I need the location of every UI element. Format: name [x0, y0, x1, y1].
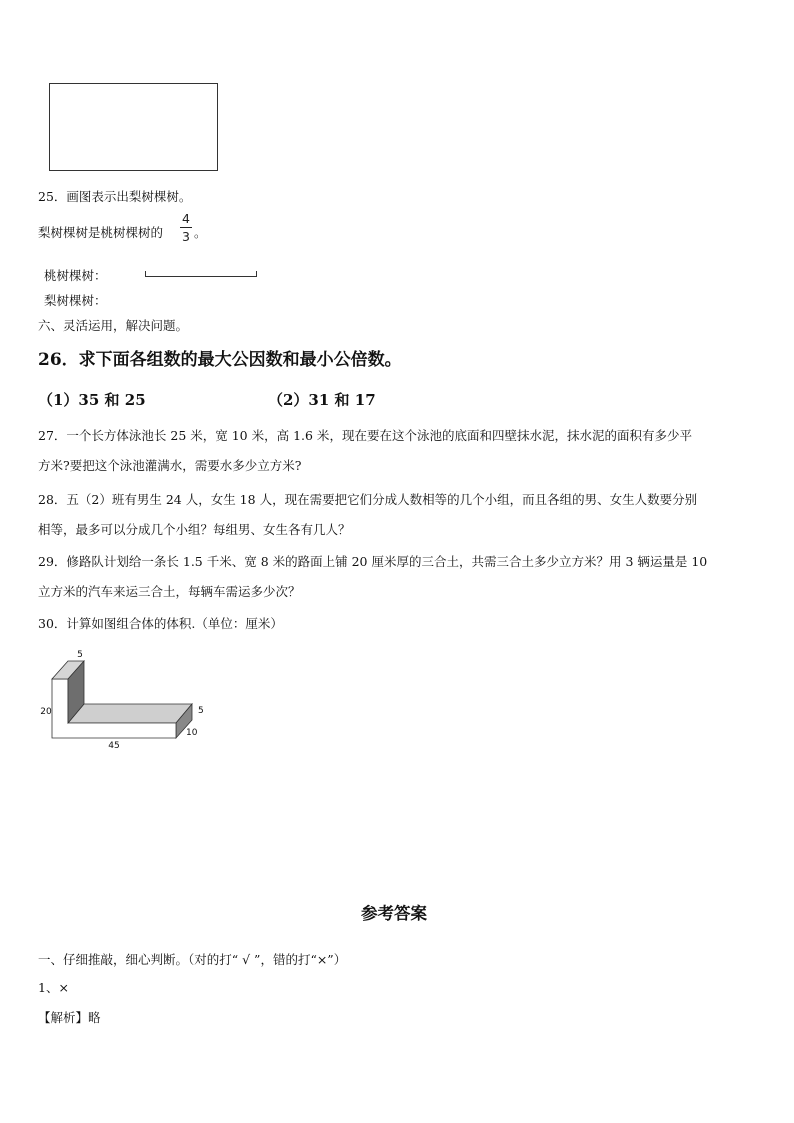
- fraction-bar: [180, 227, 192, 228]
- q25-title: 25．画图表示出梨树棵树。: [38, 189, 192, 204]
- answers-section1: 一、仔细推敲，细心判断。（对的打“ √ ”，错的打“×”）: [38, 952, 347, 967]
- q27-line2: 方米?要把这个泳池灌满水，需要水多少立方米?: [38, 458, 302, 473]
- q27-line1: 27．一个长方体泳池长 25 米，宽 10 米，高 1.6 米，现在要在这个泳池的底面和四壁抹水泥，抹水泥的面积有多少平: [38, 428, 692, 443]
- answer-analysis: 【解析】略: [38, 1010, 101, 1025]
- label-right-top: 5: [198, 706, 204, 716]
- q29-line2: 立方米的汽车来运三合土，每辆车需运多少次？: [38, 584, 301, 599]
- q29-line1: 29．修路队计划给一条长 1.5 千米、宽 8 米的路面上铺 20 厘米厚的三合土，共需三合土多少立方米？用 3 辆运量是 10: [38, 554, 708, 569]
- q26-part2: （2）31 和 17: [268, 391, 376, 409]
- q26-part1: （1）35 和 25: [38, 391, 146, 409]
- combined-solid-figure: [36, 646, 216, 754]
- q28-line1: 28．五（2）班有男生 24 人，女生 18 人，现在需要把它们分成人数相等的几个小组，而且各组的男、女生人数要分别: [38, 492, 698, 507]
- label-left: 20: [40, 707, 52, 717]
- peach-label: 桃树棵树：: [44, 268, 107, 283]
- drawing-box: [49, 83, 218, 171]
- q28-line2: 相等，最多可以分成几个小组？每组男、女生各有几人？: [38, 522, 351, 537]
- fraction-denominator: 3: [182, 229, 190, 244]
- fraction-numerator: 4: [182, 211, 190, 226]
- peach-segment-line: [145, 271, 257, 277]
- pear-label: 梨树棵树：: [44, 293, 107, 308]
- q26-title: 26．求下面各组数的最大公因数和最小公倍数。: [38, 350, 402, 370]
- label-bottom: 45: [108, 741, 120, 751]
- q25-fraction: [180, 212, 192, 244]
- section6-title: 六、灵活运用，解决问题。: [38, 318, 189, 333]
- q30-title: 30．计算如图组合体的体积.（单位：厘米）: [38, 616, 283, 631]
- label-top: 5: [77, 650, 83, 660]
- base-top-face: [68, 704, 192, 723]
- answer-item1: 1、×: [38, 980, 69, 995]
- label-right-bottom: 10: [186, 728, 198, 738]
- q25-statement: [38, 223, 163, 241]
- q25-statement-suffix: 。: [194, 225, 207, 240]
- answers-heading: 参考答案: [361, 904, 427, 923]
- q25-statement-prefix: 梨树棵树是桃树棵树的: [38, 225, 164, 240]
